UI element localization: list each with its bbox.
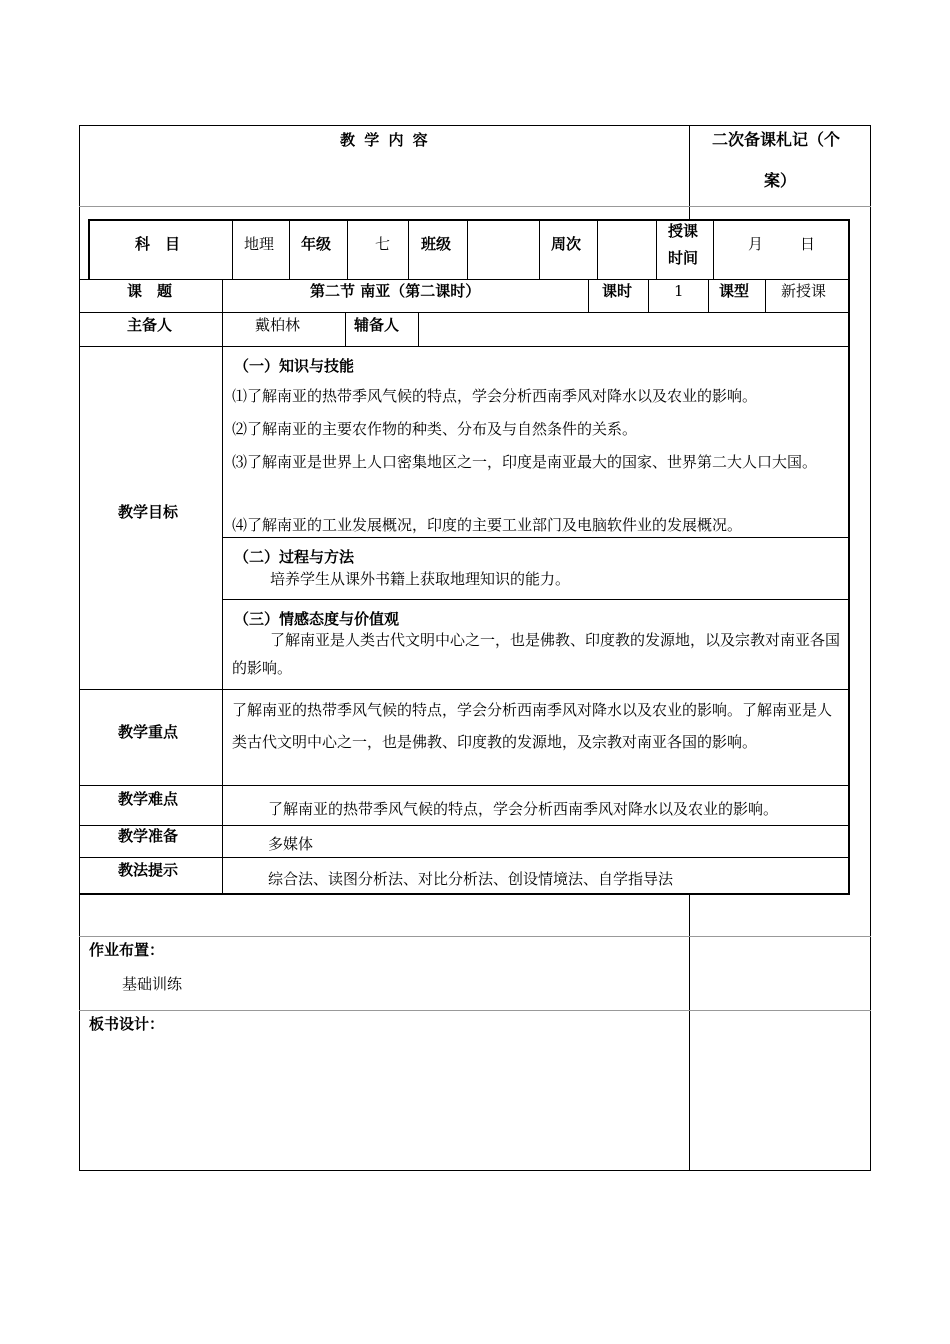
topic-value: 第二节 南亚（第二课时） <box>310 282 481 300</box>
methods-text: 综合法、读图分析法、对比分析法、创设情境法、自学指导法 <box>268 870 674 888</box>
objectives-section2-text: 培养学生从课外书籍上获取地理知识的能力。 <box>270 570 571 588</box>
content-title: 教 学 内 容 <box>340 131 430 149</box>
key-points-label: 教学重点 <box>118 723 179 741</box>
board-label: 板书设计： <box>89 1015 165 1033</box>
month-label: 月 <box>748 235 764 253</box>
objectives-section1-title: （一）知识与技能 <box>234 357 355 375</box>
notes-title-line1: 二次备课札记（个 <box>712 130 841 149</box>
grade-value: 七 <box>375 235 391 253</box>
type-value: 新授课 <box>781 282 827 300</box>
key-points-text: 了解南亚的热带季风气候的特点，学会分析西南季风对降水以及农业的影响。了解南亚是人类古代文明中心之一，也是佛教、印度教的发源地，及宗教对南亚各国的影响。 <box>232 701 833 751</box>
subject-value: 地理 <box>244 235 275 253</box>
difficulties-label: 教学难点 <box>118 790 179 808</box>
time-label-line2: 时间 <box>668 249 699 267</box>
objectives-label: 教学目标 <box>118 503 179 521</box>
preparation-text: 多媒体 <box>268 835 314 853</box>
main-preparer-value: 戴柏林 <box>255 316 301 334</box>
topic-label: 课 题 <box>127 282 173 300</box>
objectives-item2: ⑵了解南亚的主要农作物的种类、分布及与自然条件的关系。 <box>232 420 638 438</box>
methods-label: 教法提示 <box>118 861 179 879</box>
day-label: 日 <box>800 235 816 253</box>
preparation-label: 教学准备 <box>118 827 179 845</box>
objectives-item3: ⑶了解南亚是世界上人口密集地区之一，印度是南亚最大的国家、世界第二大人口大国。 <box>232 453 818 471</box>
period-label: 课时 <box>602 282 633 300</box>
objectives-section2-title: （二）过程与方法 <box>234 548 355 566</box>
time-label-line1: 授课 <box>668 222 699 240</box>
grade-label: 年级 <box>301 235 332 253</box>
notes-title-line2: 案） <box>764 171 797 190</box>
period-value: 1 <box>674 282 684 300</box>
objectives-section3-text: 了解南亚是人类古代文明中心之一，也是佛教、印度教的发源地，以及宗教对南亚各国的影响。 <box>232 631 841 677</box>
main-preparer-label: 主备人 <box>127 316 173 334</box>
week-label: 周次 <box>551 235 582 253</box>
difficulties-text: 了解南亚的热带季风气候的特点，学会分析西南季风对降水以及农业的影响。 <box>268 800 779 818</box>
assist-preparer-label: 辅备人 <box>354 316 400 334</box>
objectives-section3-title: （三）情感态度与价值观 <box>234 610 400 628</box>
type-label: 课型 <box>719 282 750 300</box>
class-label: 班级 <box>421 235 452 253</box>
homework-text: 基础训练 <box>122 975 183 993</box>
objectives-item4: ⑷了解南亚的工业发展概况，印度的主要工业部门及电脑软件业的发展概况。 <box>232 516 743 534</box>
objectives-item1: ⑴了解南亚的热带季风气候的特点，学会分析西南季风对降水以及农业的影响。 <box>232 387 758 405</box>
subject-label: 科 目 <box>135 235 181 253</box>
homework-label: 作业布置： <box>89 941 165 959</box>
